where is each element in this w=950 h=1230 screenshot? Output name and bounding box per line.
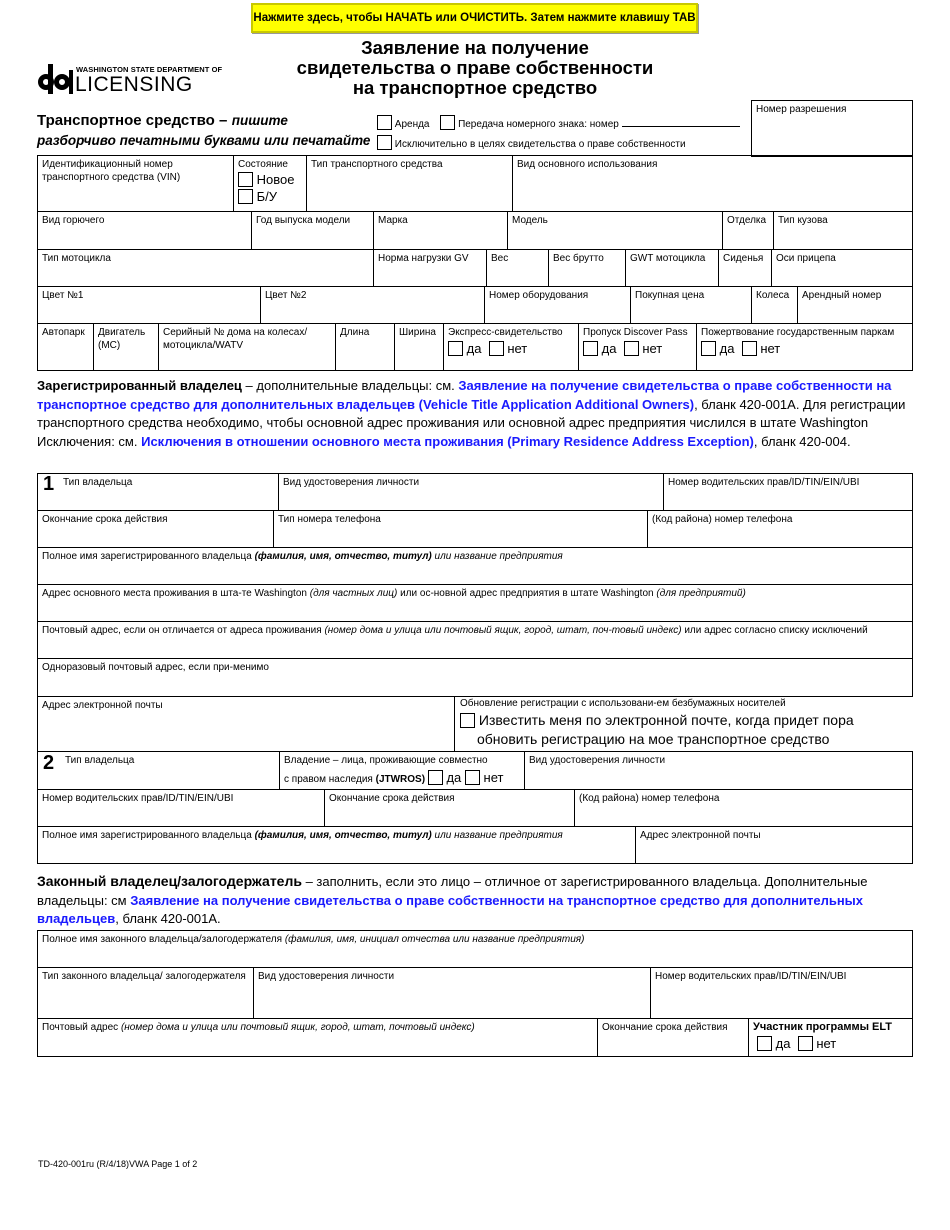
discover-pass-field: Пропуск Discover Pass да нет (578, 323, 697, 371)
legal-owner-expiration-field[interactable]: Окончание срока действия (597, 1018, 749, 1057)
discover-yes-checkbox[interactable] (583, 341, 598, 356)
additional-owners-link[interactable]: Заявление на получение свидетельства о праве собственности на транспортное средство для дополнительных владельцев (Vehicle Title Application Additional Owners) (37, 378, 892, 412)
elt-participant-field: Участник программы ELT да нет (748, 1018, 913, 1057)
jtwros-yes-checkbox[interactable] (428, 770, 443, 785)
length-field[interactable]: Длина (335, 323, 395, 371)
express-title-field: Экспресс-свидетельство да нет (443, 323, 579, 371)
width-field[interactable]: Ширина (394, 323, 444, 371)
donation-yes-checkbox[interactable] (701, 341, 716, 356)
owner2-license-field[interactable]: Номер водительских прав/ID/TIN/EIN/UBI (37, 789, 325, 827)
start-clear-button[interactable]: Нажмите здесь, чтобы НАЧАТЬ или ОЧИСТИТЬ. Затем нажмите клавишу TAB (251, 3, 698, 33)
owner1-phone-field[interactable]: (Код района) номер телефона (647, 510, 913, 548)
gwt-motorcycle-field[interactable]: GWT мотоцикла (625, 249, 719, 287)
owner2-number: 2 (43, 752, 55, 774)
purchase-price-field[interactable]: Покупная цена (630, 286, 752, 324)
seats-field[interactable]: Сиденья (718, 249, 772, 287)
title-only-checkbox[interactable] (377, 135, 392, 150)
gvw-field[interactable]: Норма нагрузки GV (373, 249, 487, 287)
model-field[interactable]: Модель (507, 211, 723, 250)
owner1-one-time-address-field[interactable]: Одноразовый почтовый адрес, если при-менимо (37, 658, 913, 697)
fuel-field[interactable]: Вид горючего (37, 211, 252, 250)
owner1-email-field[interactable]: Адрес электронной почты (37, 696, 455, 752)
equipment-number-field[interactable]: Номер оборудования (484, 286, 631, 324)
legal-owner-type-field[interactable]: Тип законного владельца/ залогодержателя (37, 967, 254, 1019)
owner2-full-name-field[interactable]: Полное имя зарегистрированного владельца (фамилия, имя, отчество, титул) или название предприятия (37, 826, 636, 864)
color2-field[interactable]: Цвет №2 (260, 286, 485, 324)
owner1-expiration-field[interactable]: Окончание срока действия (37, 510, 274, 548)
owner1-full-name-field[interactable]: Полное имя зарегистрированного владельца (фамилия, имя, отчество, титул) или название предприятия (37, 547, 913, 585)
legal-owner-name-field[interactable]: Полное имя законного владельца/залогодержателя (фамилия, имя, инициал отчества или название предприятия) (37, 930, 913, 968)
jtwros-no-checkbox[interactable] (465, 770, 480, 785)
legal-owner-license-field[interactable]: Номер водительских прав/ID/TIN/EIN/UBI (650, 967, 913, 1019)
owner2-email-field[interactable]: Адрес электронной почты (635, 826, 913, 864)
condition-new-checkbox[interactable] (238, 172, 253, 187)
lease-checkbox[interactable] (377, 115, 392, 130)
weight-field[interactable]: Вес (486, 249, 549, 287)
owner1-residence-address-field[interactable]: Адрес основного места проживания в шта-те Washington (для частных лиц) или ос-новной адрес предприятия в штате Washington (для предприятий) (37, 584, 913, 622)
condition-field: Состояние Новое Б/У (233, 155, 307, 212)
residence-exception-link[interactable]: Исключения в отношении основного места проживания (Primary Residence Address Exception) (141, 433, 754, 449)
title-options: Аренда Передача номерного знака: номер Исключительно в целях свидетельства о праве собственности (377, 115, 749, 150)
additional-owners-link-2[interactable]: Заявление на получение свидетельства о праве собственности на транспортное средство для дополнительных владельцев (37, 892, 864, 926)
permit-number-field[interactable]: Номер разрешения (751, 100, 913, 157)
legal-owner-instructions: Законный владелец/залогодержатель – заполнить, если это лицо – отличное от зарегистрированного владельца. Дополнительные владельцы: см Заявление на получение свидетельства о праве собственности на транспортное средство для дополнительных владельцев, бланк 420-001А. (37, 873, 868, 926)
model-year-field[interactable]: Год выпуска модели (251, 211, 374, 250)
engine-field[interactable]: Двигатель (МС) (93, 323, 159, 371)
owner1-license-field[interactable]: Номер водительских прав/ID/TIN/EIN/UBI (663, 473, 913, 511)
owner2-expiration-field[interactable]: Окончание срока действия (324, 789, 575, 827)
condition-used-checkbox[interactable] (238, 189, 253, 204)
form-title: Заявление на получение свидетельства о праве собственности на транспортное средство (296, 37, 654, 98)
dol-logo (36, 62, 223, 98)
vin-field[interactable]: Идентификационный номер транспортного средства (VIN) (37, 155, 234, 212)
email-notify-checkbox[interactable] (460, 713, 475, 728)
owner2-type-field[interactable]: 2 Тип владельца (37, 751, 280, 790)
logo-title: LICENSING (75, 73, 193, 96)
legal-owner-mailing-address-field[interactable]: Почтовый адрес (номер дома и улица или почтовый ящик, город, штат, почтовый индекс) (37, 1018, 598, 1057)
fleet-field[interactable]: Автопарк (37, 323, 94, 371)
discover-no-checkbox[interactable] (624, 341, 639, 356)
trailer-axles-field[interactable]: Оси прицепа (771, 249, 913, 287)
rental-number-field[interactable]: Арендный номер (797, 286, 913, 324)
owner2-phone-field[interactable]: (Код района) номер телефона (574, 789, 913, 827)
wheels-field[interactable]: Колеса (751, 286, 798, 324)
body-type-field[interactable]: Тип кузова (773, 211, 913, 250)
color1-field[interactable]: Цвет №1 (37, 286, 261, 324)
trim-field[interactable]: Отделка (722, 211, 774, 250)
make-field[interactable]: Марка (373, 211, 508, 250)
owner1-mailing-address-field[interactable]: Почтовый адрес, если он отличается от адреса проживания (номер дома и улица или почтовый ящик, город, штат, поч-товый индекс) или адрес согласно списку исключений (37, 621, 913, 659)
owner1-phone-type-field[interactable]: Тип номера телефона (273, 510, 648, 548)
legal-owner-id-type-field[interactable]: Вид удостоверения личности (253, 967, 651, 1019)
motorcycle-type-field[interactable]: Тип мотоцикла (37, 249, 374, 287)
elt-yes-checkbox[interactable] (757, 1036, 772, 1051)
primary-use-field[interactable]: Вид основного использования (512, 155, 913, 212)
owner2-jtwros-field: Владение – лица, проживающие совместно с правом наследия (JTWROS) да нет (279, 751, 525, 790)
plate-transfer-checkbox[interactable] (440, 115, 455, 130)
owner2-id-type-field[interactable]: Вид удостоверения личности (524, 751, 913, 790)
vehicle-heading: Транспортное средство – пишите разборчиво печатными буквами или печатайте (37, 112, 371, 148)
express-yes-checkbox[interactable] (448, 341, 463, 356)
owner1-number: 1 (43, 473, 55, 495)
park-donation-field: Пожертвование государственным паркам да нет (696, 323, 913, 371)
paperless-renewal: Обновление регистрации с использовани-ем безбумажных носителей Известить меня по электронной почте, когда придет пора обновить регистрацию на мое транспортное средство (460, 698, 854, 747)
gross-weight-field[interactable]: Вес брутто (548, 249, 626, 287)
logo-subtitle: WASHINGTON STATE DEPARTMENT OF (76, 65, 223, 74)
form-footer: TD-420-001ru (R/4/18)VWA Page 1 of 2 (38, 1159, 198, 1169)
registered-owner-instructions: Зарегистрированный владелец – дополнительные владельцы: см. Заявление на получение свидетельства о праве собственности на транспортное средство для дополнительных владельцев (Vehicle Title Application Additional Owners), бланк 420-001А. Для регистрации транспортного средства необходимо, чтобы основной адрес проживания или основной адрес предприятия числился в штате Washington Исключения: см. Исключения в отношении основного места проживания (Primary Residence Address Exception), бланк 420-004. (37, 378, 906, 449)
serial-field[interactable]: Серийный № дома на колесах/мотоцикла/WATV (158, 323, 336, 371)
dol-emblem-icon (36, 62, 74, 96)
vehicle-type-field[interactable]: Тип транспортного средства (306, 155, 513, 212)
plate-number-input[interactable] (622, 117, 740, 127)
express-no-checkbox[interactable] (489, 341, 504, 356)
owner1-id-type-field[interactable]: Вид удостоверения личности (278, 473, 664, 511)
owner1-type-field[interactable]: 1 Тип владельца (37, 473, 279, 511)
elt-no-checkbox[interactable] (798, 1036, 813, 1051)
donation-no-checkbox[interactable] (742, 341, 757, 356)
